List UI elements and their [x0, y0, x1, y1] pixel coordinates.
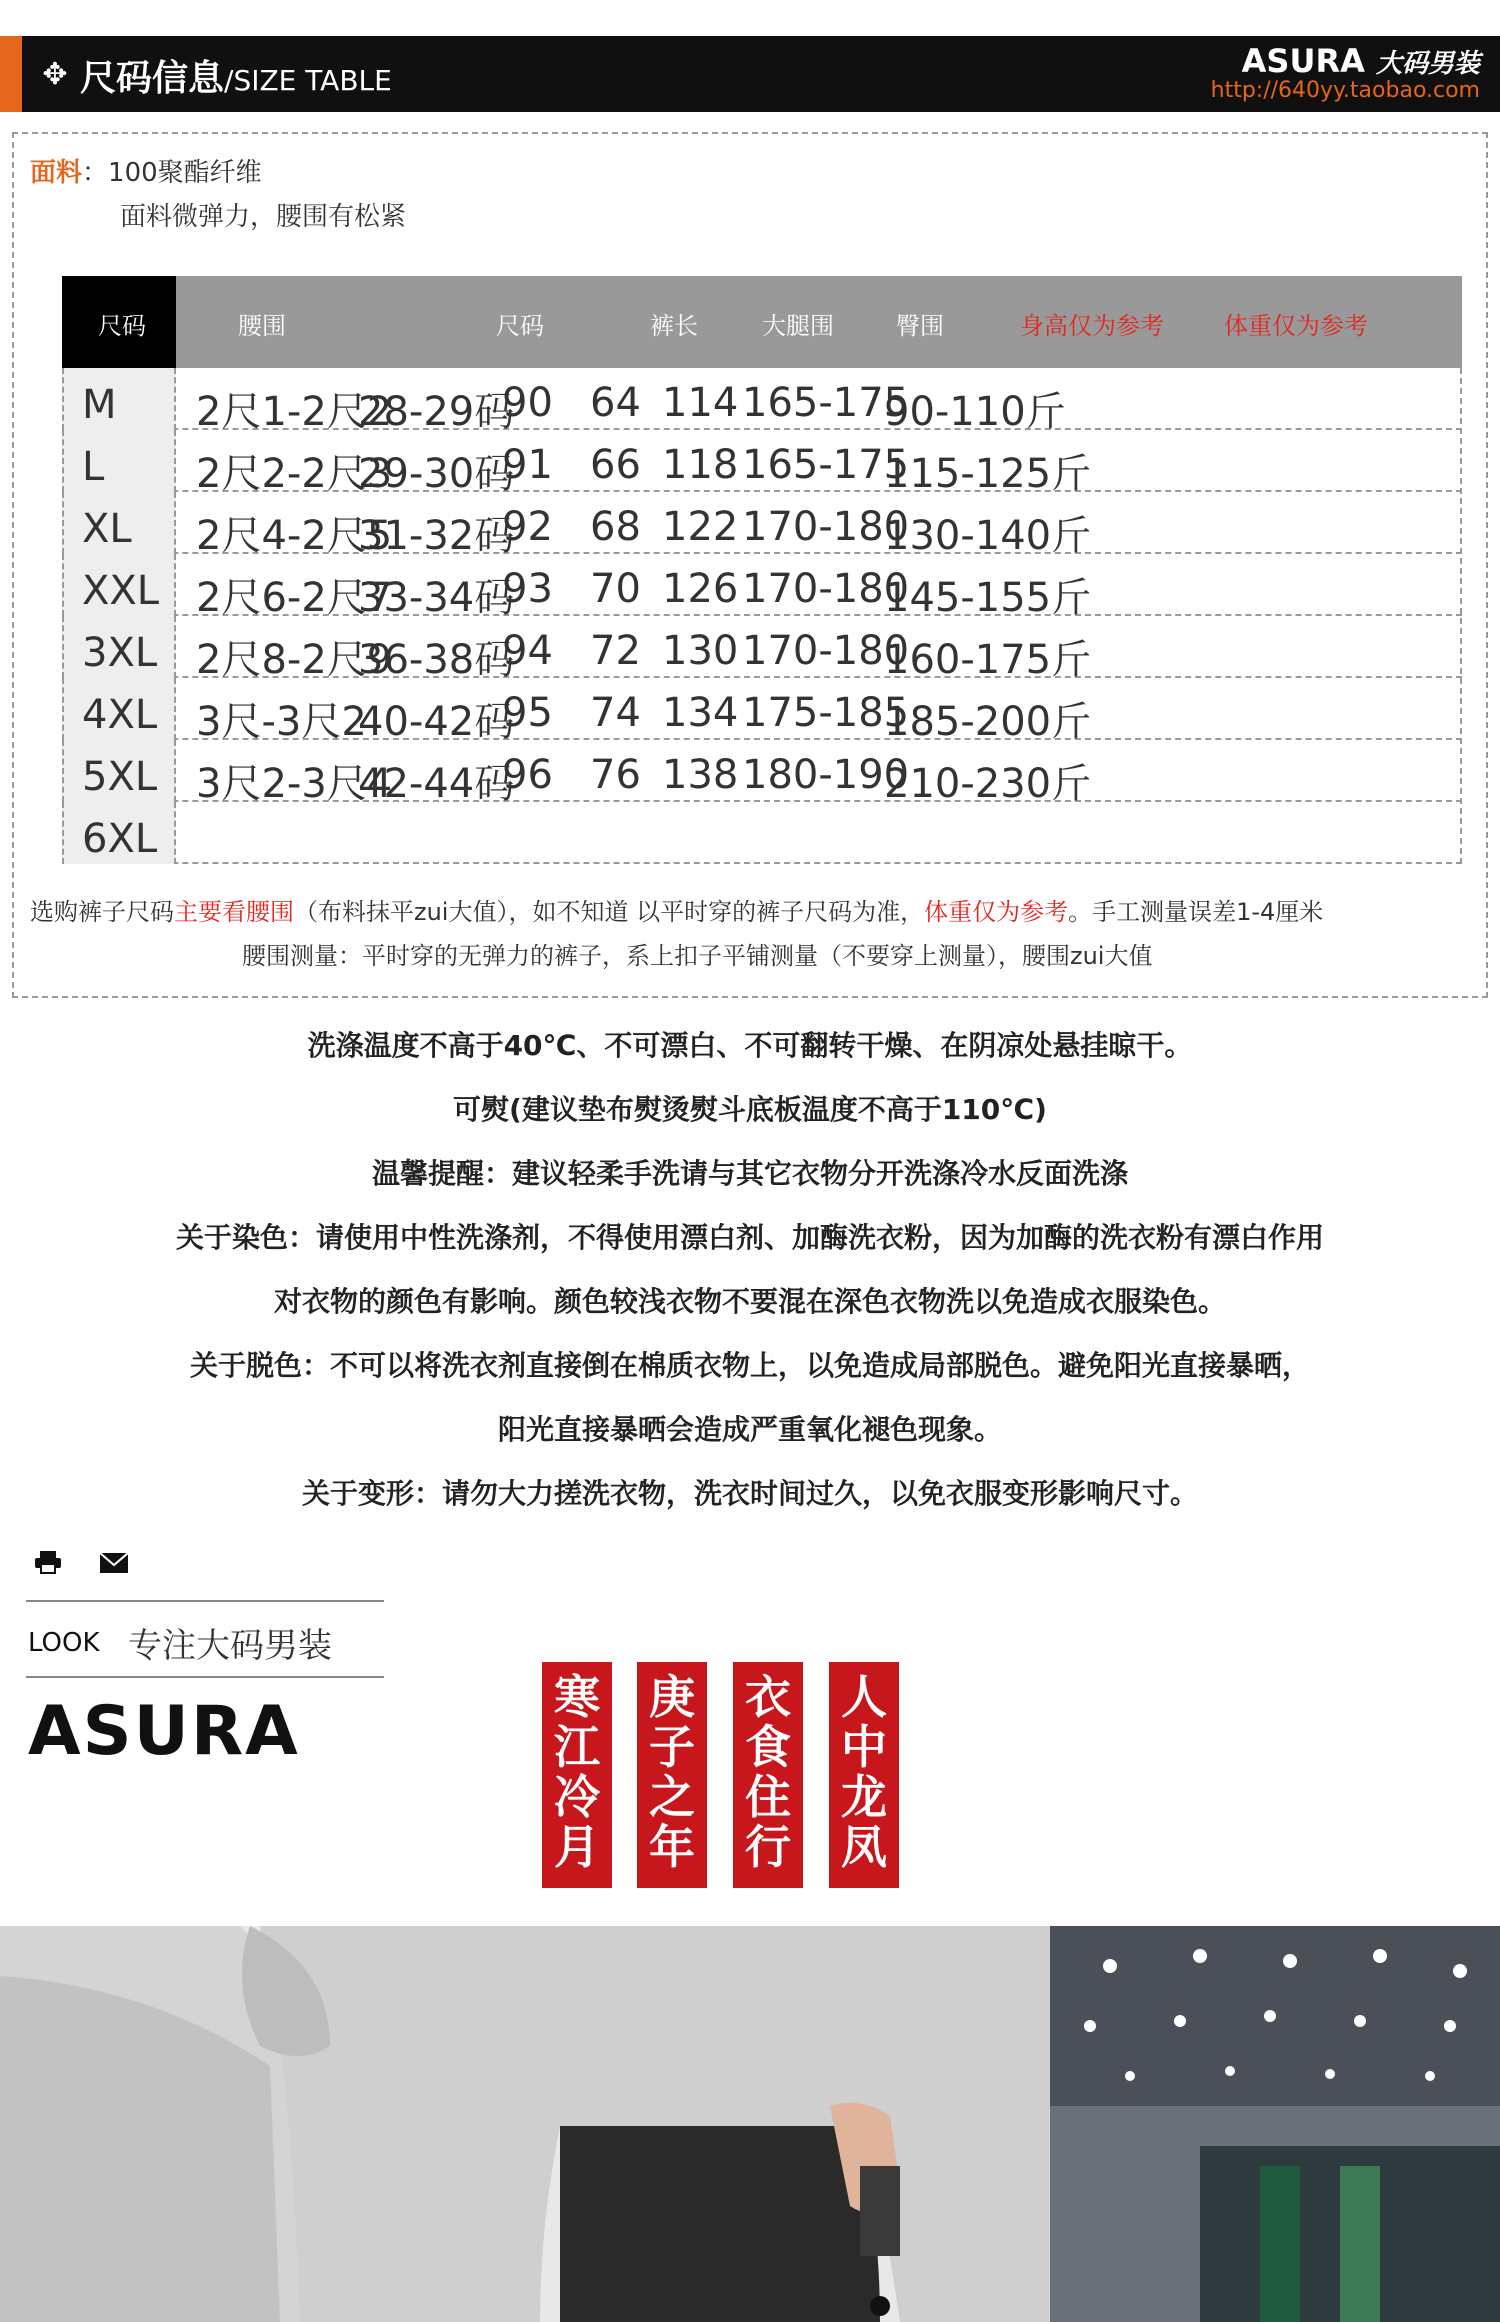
- table-cell: 90-110斤: [884, 389, 1066, 435]
- accent-bar: [0, 36, 22, 112]
- table-cell: 122: [662, 504, 739, 550]
- note-text: 选购裤子尺码: [30, 898, 174, 926]
- table-cell: 115-125斤: [884, 451, 1092, 497]
- table-cell: 96: [502, 752, 553, 798]
- table-cell: 118: [662, 442, 739, 488]
- page-header: [0, 36, 1500, 112]
- seal-char: 中: [841, 1720, 887, 1774]
- table-cell: 92: [502, 504, 553, 550]
- table-cell: 145-155斤: [884, 575, 1092, 621]
- col-header: 身高仅为参考: [1020, 312, 1164, 340]
- table-cell: 3尺2-3尺4: [196, 761, 393, 807]
- col-header: 臀围: [896, 312, 944, 340]
- divider: [26, 1676, 384, 1678]
- care-line: 洗涤温度不高于40℃、不可漂白、不可翻转干燥、在阴凉处悬挂晾干。: [307, 1029, 1193, 1062]
- seal-char: 龙: [841, 1770, 887, 1824]
- look-label: LOOK: [28, 1628, 100, 1658]
- table-cell: 3尺-3尺2: [196, 699, 367, 745]
- material-value: 100聚酯纤维: [108, 158, 262, 188]
- size-cell: [62, 368, 176, 430]
- table-cell: 95: [502, 690, 553, 736]
- col-header: 体重仅为参考: [1224, 312, 1368, 340]
- seal-char: 衣: [745, 1670, 791, 1724]
- table-cell: 170-180: [742, 628, 910, 674]
- table-cell: 138: [662, 752, 739, 798]
- table-row: [62, 554, 1462, 621]
- title-cn: 尺码信息: [80, 58, 225, 99]
- table-cell: 170-180: [742, 566, 910, 612]
- seal-char: 住: [745, 1770, 791, 1824]
- seal-box: [637, 1662, 707, 1888]
- care-line: 关于染色：请使用中性洗涤剂，不得使用漂白剂、加酶洗衣粉，因为加酶的洗衣粉有漂白作用: [175, 1221, 1324, 1254]
- size-label: XL: [82, 506, 132, 552]
- table-cell: 29-30码: [358, 451, 515, 497]
- table-row: [62, 368, 1462, 435]
- table-header: [62, 276, 1462, 368]
- table-cell: 160-175斤: [884, 637, 1092, 683]
- table-cell: 70: [590, 566, 641, 612]
- table-cell: 114: [662, 380, 739, 426]
- size-label: M: [82, 382, 117, 428]
- size-label: L: [82, 444, 105, 490]
- table-cell: 2尺1-2尺2: [196, 389, 393, 435]
- care-line: 关于脱色：不可以将洗衣剂直接倒在棉质衣物上，以免造成局部脱色。避免阳光直接暴晒，: [189, 1349, 1310, 1382]
- care-line: 对衣物的颜色有影响。颜色较浅衣物不要混在深色衣物洗以免造成衣服染色。: [273, 1285, 1226, 1318]
- table-cell: 68: [590, 504, 641, 550]
- size-cell: [62, 430, 176, 492]
- seal-char: 寒: [554, 1670, 600, 1724]
- table-cell: 165-175: [742, 442, 910, 488]
- size-label: XXL: [82, 568, 160, 614]
- material-label: 面料: [30, 158, 83, 188]
- asura-logo: ASURA: [28, 1692, 300, 1771]
- seal-char: 江: [554, 1720, 600, 1774]
- care-line: 阳光直接暴晒会造成严重氧化褪色现象。: [497, 1413, 1002, 1446]
- material-note: 面料微弹力，腰围有松紧: [120, 202, 407, 232]
- table-cell: 31-32码: [358, 513, 515, 559]
- table-row: [62, 740, 1462, 807]
- table-cell: 2尺8-2尺9: [196, 637, 393, 683]
- brand-name: ASURA: [1241, 42, 1365, 80]
- table-cell: 94: [502, 628, 553, 674]
- col-header: 尺码: [98, 312, 146, 340]
- col-header: 裤长: [650, 312, 698, 340]
- seal-char: 人: [841, 1670, 887, 1724]
- table-cell: 165-175: [742, 380, 910, 426]
- cross-icon: ✥: [42, 57, 68, 92]
- size-label: 3XL: [82, 630, 158, 676]
- size-note: [30, 892, 1323, 927]
- table-cell: 210-230斤: [884, 761, 1092, 807]
- table-cell: 185-200斤: [884, 699, 1092, 745]
- note-highlight: 主要看腰围: [174, 898, 294, 926]
- table-cell: 66: [590, 442, 641, 488]
- seal-char: 子: [649, 1720, 695, 1774]
- table-cell: 33-34码: [358, 575, 515, 621]
- care-line: 可熨(建议垫布熨烫熨斗底板温度不高于110℃): [453, 1093, 1047, 1126]
- table-cell: 130: [662, 628, 739, 674]
- seal-char: 行: [745, 1820, 791, 1874]
- note-text: （布料抹平zui大值），如不知道 以平时穿的裤子尺码为准，: [294, 898, 925, 926]
- seal-box: [733, 1662, 803, 1888]
- seal-char: 之: [649, 1770, 695, 1824]
- care-line: 关于变形：请勿大力搓洗衣物，洗衣时间过久，以免衣服变形影响尺寸。: [301, 1477, 1198, 1510]
- col-header: 腰围: [238, 312, 286, 340]
- page-title: [80, 50, 392, 101]
- table-row: [62, 616, 1462, 683]
- seal-box: [542, 1662, 612, 1888]
- care-line: 温馨提醒：建议轻柔手洗请与其它衣物分开洗涤冷水反面洗涤: [371, 1157, 1128, 1190]
- table-cell: 2尺2-2尺3: [196, 451, 393, 497]
- table-cell: 36-38码: [358, 637, 515, 683]
- printer-icon[interactable]: [34, 1548, 71, 1581]
- table-cell: 76: [590, 752, 641, 798]
- size-label: 5XL: [82, 754, 158, 800]
- title-en: /SIZE TABLE: [224, 64, 392, 97]
- table-cell: 130-140斤: [884, 513, 1092, 559]
- col-header: 尺码: [496, 312, 544, 340]
- table-cell: 91: [502, 442, 553, 488]
- table-row: [62, 492, 1462, 559]
- table-row: [62, 802, 1462, 864]
- tagline: 专注大码男装: [128, 1626, 332, 1666]
- table-cell: 64: [590, 380, 641, 426]
- product-photo: [0, 1926, 1500, 2322]
- table-row: [62, 430, 1462, 497]
- seal-char: 冷: [554, 1770, 600, 1824]
- brand-logo: [1242, 42, 1480, 80]
- store-url[interactable]: http://640yy.taobao.com: [1210, 78, 1480, 103]
- table-cell: 72: [590, 628, 641, 674]
- table-cell: 175-185: [742, 690, 910, 736]
- table-cell: 74: [590, 690, 641, 736]
- table-cell: 2尺6-2尺7: [196, 575, 393, 621]
- seal-char: 年: [649, 1820, 695, 1874]
- divider: [26, 1600, 384, 1602]
- note-highlight: 体重仅为参考: [924, 898, 1069, 926]
- table-cell: 2尺4-2尺5: [196, 513, 393, 559]
- size-label: 4XL: [82, 692, 158, 738]
- share-icons: [34, 1548, 157, 1581]
- table-cell: 28-29码: [358, 389, 515, 435]
- table-cell: 170-180: [742, 504, 910, 550]
- seal-char: 食: [745, 1720, 791, 1774]
- table-cell: 134: [662, 690, 739, 736]
- waist-note: 腰围测量：平时穿的无弹力的裤子，系上扣子平铺测量（不要穿上测量），腰围zui大值: [242, 942, 1153, 970]
- table-row: [62, 678, 1462, 745]
- table-cell: 42-44码: [358, 761, 515, 807]
- material-line: [30, 152, 262, 189]
- note-text: 。手工测量误差1-4厘米: [1068, 898, 1324, 926]
- table-cell: 93: [502, 566, 553, 612]
- table-cell: 180-190: [742, 752, 910, 798]
- seal-char: 庚: [649, 1670, 695, 1724]
- mail-icon[interactable]: [99, 1548, 129, 1581]
- colon: ：: [82, 158, 109, 188]
- table-cell: 90: [502, 380, 553, 426]
- col-header: 大腿围: [762, 312, 834, 340]
- table-cell: 126: [662, 566, 739, 612]
- table-cell: 40-42码: [358, 699, 515, 745]
- seal-char: 月: [554, 1820, 600, 1874]
- size-label: 6XL: [82, 816, 158, 862]
- seal-char: 凤: [841, 1820, 887, 1874]
- table-right-border: [1458, 368, 1462, 864]
- seal-box: [829, 1662, 899, 1888]
- brand-cn: 大码男装: [1375, 49, 1480, 79]
